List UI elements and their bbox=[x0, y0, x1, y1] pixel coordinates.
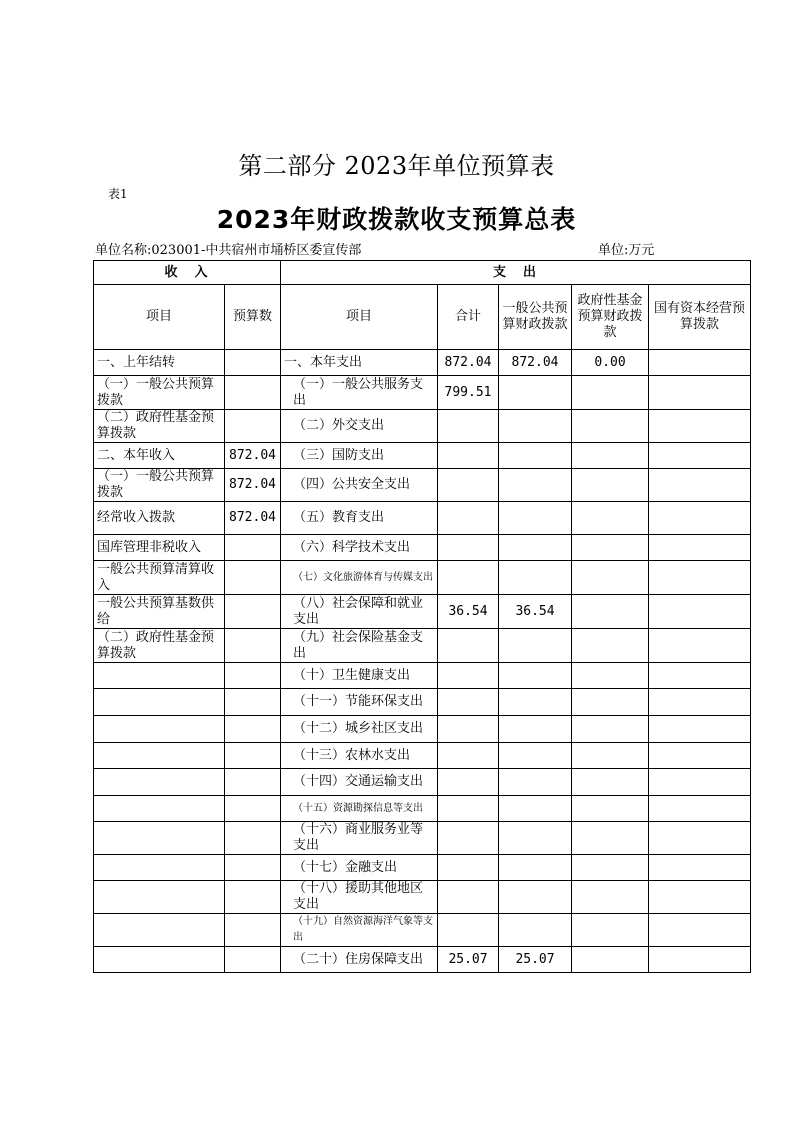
state-cell bbox=[649, 595, 751, 629]
expense-header: 支 出 bbox=[281, 261, 751, 285]
table-row bbox=[94, 410, 751, 443]
expense-cell: （十二）城乡社区支出 bbox=[281, 716, 438, 743]
state-cell bbox=[649, 535, 751, 561]
income-cell: 一、上年结转 bbox=[94, 350, 225, 376]
income-cell bbox=[94, 689, 225, 716]
expense-cell: （九）社会保险基金支出 bbox=[281, 629, 438, 663]
table-row bbox=[94, 947, 751, 973]
fund-cell bbox=[572, 716, 649, 743]
expense-cell: （十七）金融支出 bbox=[281, 855, 438, 881]
table-row bbox=[94, 376, 751, 410]
table-row bbox=[94, 716, 751, 743]
general-cell bbox=[499, 914, 572, 947]
general-cell bbox=[499, 663, 572, 689]
budget-cell bbox=[225, 689, 281, 716]
table-row bbox=[94, 822, 751, 855]
header-row-sub bbox=[94, 285, 751, 350]
income-cell bbox=[94, 855, 225, 881]
fund-cell bbox=[572, 469, 649, 502]
general-cell bbox=[499, 716, 572, 743]
general-cell bbox=[499, 469, 572, 502]
budget-cell bbox=[225, 350, 281, 376]
state-cell bbox=[649, 947, 751, 973]
column-header-fund: 政府性基金预算财政拨款 bbox=[572, 285, 649, 350]
state-cell bbox=[649, 822, 751, 855]
state-cell bbox=[649, 881, 751, 914]
income-cell: 国库管理非税收入 bbox=[94, 535, 225, 561]
budget-cell: 872.04 bbox=[225, 443, 281, 469]
income-cell: （一）一般公共预算拨款 bbox=[94, 469, 225, 502]
table-row bbox=[94, 535, 751, 561]
total-cell bbox=[438, 663, 499, 689]
budget-cell bbox=[225, 743, 281, 769]
state-cell bbox=[649, 743, 751, 769]
total-cell bbox=[438, 561, 499, 595]
general-cell bbox=[499, 743, 572, 769]
state-cell bbox=[649, 561, 751, 595]
income-cell bbox=[94, 716, 225, 743]
table-row bbox=[94, 914, 751, 947]
total-cell bbox=[438, 443, 499, 469]
budget-cell bbox=[225, 947, 281, 973]
total-cell bbox=[438, 535, 499, 561]
column-header-general: 一般公共预算财政拨款 bbox=[499, 285, 572, 350]
table-row bbox=[94, 629, 751, 663]
fund-cell bbox=[572, 595, 649, 629]
expense-cell: （六）科学技术支出 bbox=[281, 535, 438, 561]
total-cell bbox=[438, 769, 499, 796]
income-header: 收 入 bbox=[94, 261, 281, 285]
table-row bbox=[94, 881, 751, 914]
general-cell bbox=[499, 769, 572, 796]
expense-cell: （二十）住房保障支出 bbox=[281, 947, 438, 973]
table-row bbox=[94, 561, 751, 595]
fund-cell bbox=[572, 769, 649, 796]
budget-cell: 872.04 bbox=[225, 469, 281, 502]
total-cell: 25.07 bbox=[438, 947, 499, 973]
fund-cell bbox=[572, 502, 649, 535]
expense-cell: （三）国防支出 bbox=[281, 443, 438, 469]
income-cell: 二、本年收入 bbox=[94, 443, 225, 469]
income-cell bbox=[94, 947, 225, 973]
fund-cell bbox=[572, 855, 649, 881]
total-cell bbox=[438, 629, 499, 663]
state-cell bbox=[649, 629, 751, 663]
fund-cell bbox=[572, 561, 649, 595]
total-cell bbox=[438, 469, 499, 502]
income-cell bbox=[94, 822, 225, 855]
state-cell bbox=[649, 716, 751, 743]
total-cell: 36.54 bbox=[438, 595, 499, 629]
total-cell bbox=[438, 716, 499, 743]
column-header-state: 国有资本经营预算拨款 bbox=[649, 285, 751, 350]
general-cell bbox=[499, 822, 572, 855]
income-cell: 一般公共预算基数供给 bbox=[94, 595, 225, 629]
state-cell bbox=[649, 855, 751, 881]
budget-cell bbox=[225, 796, 281, 822]
fund-cell bbox=[572, 629, 649, 663]
income-cell: （二）政府性基金预算拨款 bbox=[94, 629, 225, 663]
expense-cell: （十五）资源勘探信息等支出 bbox=[281, 796, 438, 822]
income-cell bbox=[94, 769, 225, 796]
income-cell bbox=[94, 914, 225, 947]
general-cell bbox=[499, 796, 572, 822]
part-title: 第二部分 2023年单位预算表 bbox=[238, 152, 555, 180]
total-cell bbox=[438, 502, 499, 535]
table-row bbox=[94, 855, 751, 881]
state-cell bbox=[649, 914, 751, 947]
fund-cell bbox=[572, 410, 649, 443]
table-row bbox=[94, 769, 751, 796]
total-cell bbox=[438, 410, 499, 443]
fund-cell bbox=[572, 689, 649, 716]
state-cell bbox=[649, 689, 751, 716]
fund-cell bbox=[572, 796, 649, 822]
table-row bbox=[94, 443, 751, 469]
fund-cell bbox=[572, 743, 649, 769]
income-cell: 一般公共预算清算收入 bbox=[94, 561, 225, 595]
general-cell bbox=[499, 443, 572, 469]
table-row bbox=[94, 663, 751, 689]
expense-cell: （十六）商业服务业等支出 bbox=[281, 822, 438, 855]
income-cell bbox=[94, 881, 225, 914]
budget-cell bbox=[225, 769, 281, 796]
budget-cell bbox=[225, 410, 281, 443]
income-cell: 经常收入拨款 bbox=[94, 502, 225, 535]
state-cell bbox=[649, 502, 751, 535]
total-cell bbox=[438, 743, 499, 769]
table-row bbox=[94, 502, 751, 535]
general-cell bbox=[499, 376, 572, 410]
fund-cell bbox=[572, 822, 649, 855]
total-cell bbox=[438, 855, 499, 881]
table-row bbox=[94, 796, 751, 822]
table-number: 表1 bbox=[108, 187, 128, 201]
budget-cell bbox=[225, 914, 281, 947]
state-cell bbox=[649, 663, 751, 689]
page-title: 2023年财政拨款收支预算总表 bbox=[216, 205, 577, 234]
budget-cell bbox=[225, 716, 281, 743]
unit-name: 单位名称:023001-中共宿州市埇桥区委宣传部 bbox=[95, 243, 362, 258]
table-row bbox=[94, 743, 751, 769]
income-cell bbox=[94, 743, 225, 769]
fund-cell bbox=[572, 663, 649, 689]
expense-cell: （二）外交支出 bbox=[281, 410, 438, 443]
general-cell bbox=[499, 535, 572, 561]
general-cell bbox=[499, 561, 572, 595]
state-cell bbox=[649, 769, 751, 796]
expense-cell: 一、本年支出 bbox=[281, 350, 438, 376]
total-cell bbox=[438, 881, 499, 914]
table-row bbox=[94, 595, 751, 629]
column-header-item: 项目 bbox=[94, 285, 225, 350]
general-cell bbox=[499, 629, 572, 663]
general-cell bbox=[499, 881, 572, 914]
income-cell bbox=[94, 663, 225, 689]
expense-cell: （一）一般公共服务支出 bbox=[281, 376, 438, 410]
total-cell: 872.04 bbox=[438, 350, 499, 376]
budget-cell bbox=[225, 535, 281, 561]
state-cell bbox=[649, 796, 751, 822]
fund-cell bbox=[572, 947, 649, 973]
column-header-total: 合计 bbox=[438, 285, 499, 350]
general-cell bbox=[499, 689, 572, 716]
unit-label: 单位:万元 bbox=[598, 243, 655, 258]
general-cell: 872.04 bbox=[499, 350, 572, 376]
general-cell: 36.54 bbox=[499, 595, 572, 629]
income-cell bbox=[94, 796, 225, 822]
column-header-item2: 项目 bbox=[281, 285, 438, 350]
budget-cell bbox=[225, 629, 281, 663]
expense-cell: （十）卫生健康支出 bbox=[281, 663, 438, 689]
state-cell bbox=[649, 410, 751, 443]
expense-cell: （四）公共安全支出 bbox=[281, 469, 438, 502]
fund-cell: 0.00 bbox=[572, 350, 649, 376]
income-cell: （一）一般公共预算拨款 bbox=[94, 376, 225, 410]
total-cell bbox=[438, 689, 499, 716]
total-cell bbox=[438, 914, 499, 947]
table-body bbox=[94, 350, 751, 973]
expense-cell: （十四）交通运输支出 bbox=[281, 769, 438, 796]
budget-cell bbox=[225, 561, 281, 595]
expense-cell: （十三）农林水支出 bbox=[281, 743, 438, 769]
general-cell: 25.07 bbox=[499, 947, 572, 973]
state-cell bbox=[649, 469, 751, 502]
expense-cell: （八）社会保障和就业支出 bbox=[281, 595, 438, 629]
fund-cell bbox=[572, 443, 649, 469]
expense-cell: （十一）节能环保支出 bbox=[281, 689, 438, 716]
income-cell: （二）政府性基金预算拨款 bbox=[94, 410, 225, 443]
state-cell bbox=[649, 376, 751, 410]
fund-cell bbox=[572, 535, 649, 561]
total-cell bbox=[438, 822, 499, 855]
budget-cell bbox=[225, 663, 281, 689]
budget-cell bbox=[225, 855, 281, 881]
expense-cell: （十八）援助其他地区支出 bbox=[281, 881, 438, 914]
budget-cell bbox=[225, 376, 281, 410]
total-cell: 799.51 bbox=[438, 376, 499, 410]
total-cell bbox=[438, 796, 499, 822]
table-row bbox=[94, 350, 751, 376]
table-row bbox=[94, 469, 751, 502]
expense-cell: （五）教育支出 bbox=[281, 502, 438, 535]
budget-cell bbox=[225, 822, 281, 855]
table-row bbox=[94, 689, 751, 716]
fund-cell bbox=[572, 376, 649, 410]
budget-cell: 872.04 bbox=[225, 502, 281, 535]
column-header-budget: 预算数 bbox=[225, 285, 281, 350]
fund-cell bbox=[572, 881, 649, 914]
state-cell bbox=[649, 350, 751, 376]
general-cell bbox=[499, 410, 572, 443]
budget-cell bbox=[225, 881, 281, 914]
header-row-main bbox=[94, 261, 751, 285]
budget-cell bbox=[225, 595, 281, 629]
budget-table bbox=[93, 260, 751, 973]
expense-cell: （十九）自然资源海洋气象等支出 bbox=[281, 914, 438, 947]
general-cell bbox=[499, 855, 572, 881]
general-cell bbox=[499, 502, 572, 535]
state-cell bbox=[649, 443, 751, 469]
fund-cell bbox=[572, 914, 649, 947]
expense-cell: （七）文化旅游体育与传媒支出 bbox=[281, 561, 438, 595]
